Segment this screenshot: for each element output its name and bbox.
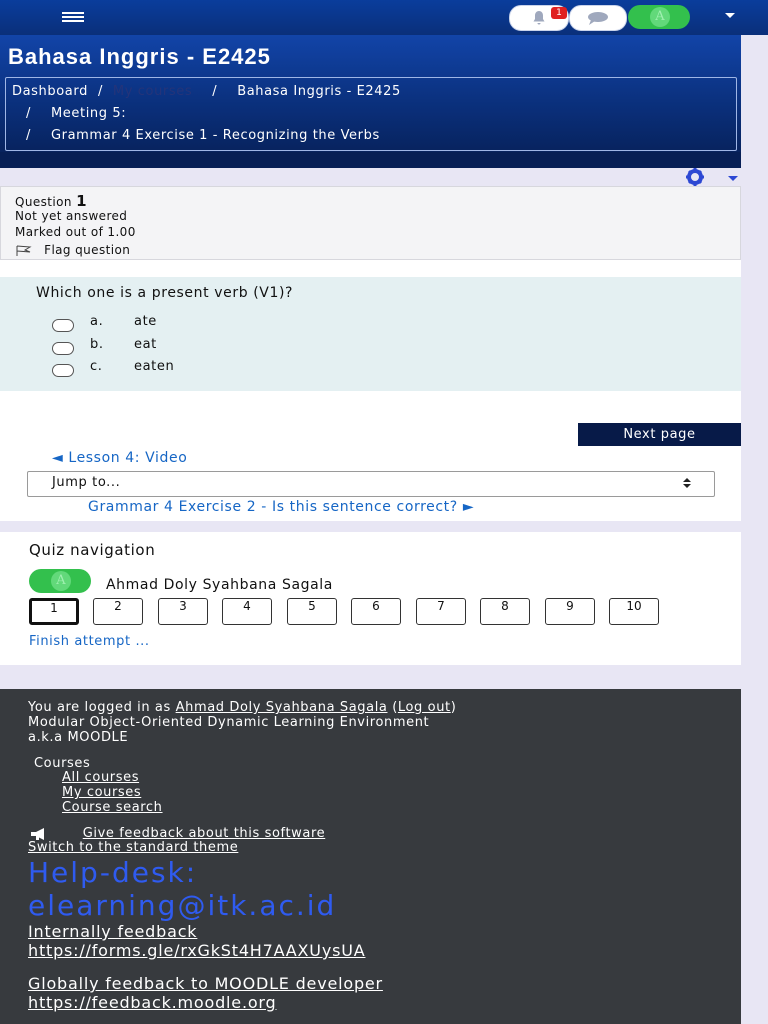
option-letter: c. [90,359,103,374]
menu-icon[interactable] [62,12,84,22]
finish-attempt-link[interactable]: Finish attempt ... [29,634,150,649]
bell-icon [531,10,547,26]
chevron-down-icon[interactable] [728,176,738,181]
radio-button[interactable] [52,364,74,377]
breadcrumb-separator: / [26,106,31,121]
question-nav-button[interactable]: 10 [609,598,659,625]
previous-activity-link[interactable]: ◄ Lesson 4: Video [52,450,188,466]
user-menu-avatar[interactable] [628,5,690,29]
breadcrumb-section[interactable]: Meeting 5: [50,106,127,121]
avatar-initial: A [51,571,71,591]
profile-link[interactable]: Ahmad Doly Syahbana Sagala [175,700,388,715]
avatar [29,569,91,593]
jump-to-select[interactable] [27,471,715,497]
course-search-link[interactable]: Course search [62,800,163,815]
breadcrumb-separator: / [212,84,218,99]
question-nav-button[interactable]: 7 [416,598,466,625]
global-feedback-label[interactable]: Globally feedback to MOODLE developer [28,974,383,993]
breadcrumb-separator: / [97,84,103,99]
option-text: eat [134,337,157,352]
chevron-down-icon[interactable] [725,13,735,18]
option-letter: a. [90,314,104,329]
page-title: Bahasa Inggris - E2425 [8,44,271,69]
breadcrumb [5,77,737,151]
megaphone-icon [30,828,52,840]
option-letter: b. [90,337,104,352]
my-courses-link[interactable]: My courses [62,785,142,800]
avatar: A [650,7,670,27]
moodle-aka: a.k.a MOODLE [28,730,129,745]
user-name: Ahmad Doly Syahbana Sagala [106,577,333,593]
breadcrumb-separator: / [26,128,31,143]
question-nav-button[interactable]: 2 [93,598,143,625]
select-arrows-icon [682,477,692,489]
moodle-description: Modular Object-Oriented Dynamic Learning Environment [28,715,430,730]
chat-icon [587,11,609,25]
all-courses-link[interactable]: All courses [62,770,140,785]
option-text: eaten [134,359,175,374]
flag-icon [16,245,34,257]
question-label: Question [15,195,72,209]
header-strip [0,152,741,168]
quiz-navigation-title: Quiz navigation [29,541,156,559]
radio-button[interactable] [52,319,74,332]
breadcrumb-activity[interactable]: Grammar 4 Exercise 1 - Recognizing the Verbs [50,128,380,143]
courses-heading: Courses [34,756,91,771]
breadcrumb-course[interactable]: Bahasa Inggris - E2425 [237,84,401,99]
question-nav-button[interactable]: 8 [480,598,530,625]
top-navbar [0,0,768,35]
logged-in-text: You are logged in as [28,700,171,715]
breadcrumb-my-courses[interactable]: My courses [112,84,193,99]
gear-icon[interactable] [678,167,712,187]
helpdesk-label: Help-desk: [28,856,198,889]
question-nav-button[interactable]: 1 [29,598,79,625]
flag-question-link[interactable] [16,243,130,258]
question-text: Which one is a present verb (V1)? [36,285,294,301]
next-activity-link[interactable]: Grammar 4 Exercise 2 - Is this sentence correct? ► [88,499,475,515]
question-status: Not yet answered [15,209,128,223]
radio-button[interactable] [52,342,74,355]
internal-feedback-label[interactable]: Internally feedback [28,922,198,941]
question-marks: Marked out of 1.00 [15,225,136,239]
next-page-button[interactable]: Next page [578,423,741,446]
notification-count-badge: 1 [551,7,567,19]
helpdesk-email[interactable]: elearning@itk.ac.id [28,889,337,922]
question-nav-button[interactable]: 3 [158,598,208,625]
question-nav-button[interactable]: 5 [287,598,337,625]
give-feedback-link[interactable]: Give feedback about this software [82,826,326,841]
question-nav-button[interactable]: 6 [351,598,401,625]
flag-question-label: Flag question [44,243,131,257]
question-nav-button[interactable]: 4 [222,598,272,625]
question-nav-button[interactable]: 9 [545,598,595,625]
logout-link[interactable]: Log out [397,700,451,715]
breadcrumb-dashboard[interactable]: Dashboard [12,84,88,99]
option-text: ate [134,314,157,329]
global-feedback-url[interactable]: https://feedback.moodle.org [28,993,277,1012]
switch-theme-link[interactable]: Switch to the standard theme [28,840,239,855]
question-number: 1 [76,192,87,210]
messages-button[interactable] [569,5,627,31]
internal-feedback-url[interactable]: https://forms.gle/rxGkSt4H7AAXUysUA [28,941,366,960]
jump-to-value: Jump to... [52,475,121,490]
